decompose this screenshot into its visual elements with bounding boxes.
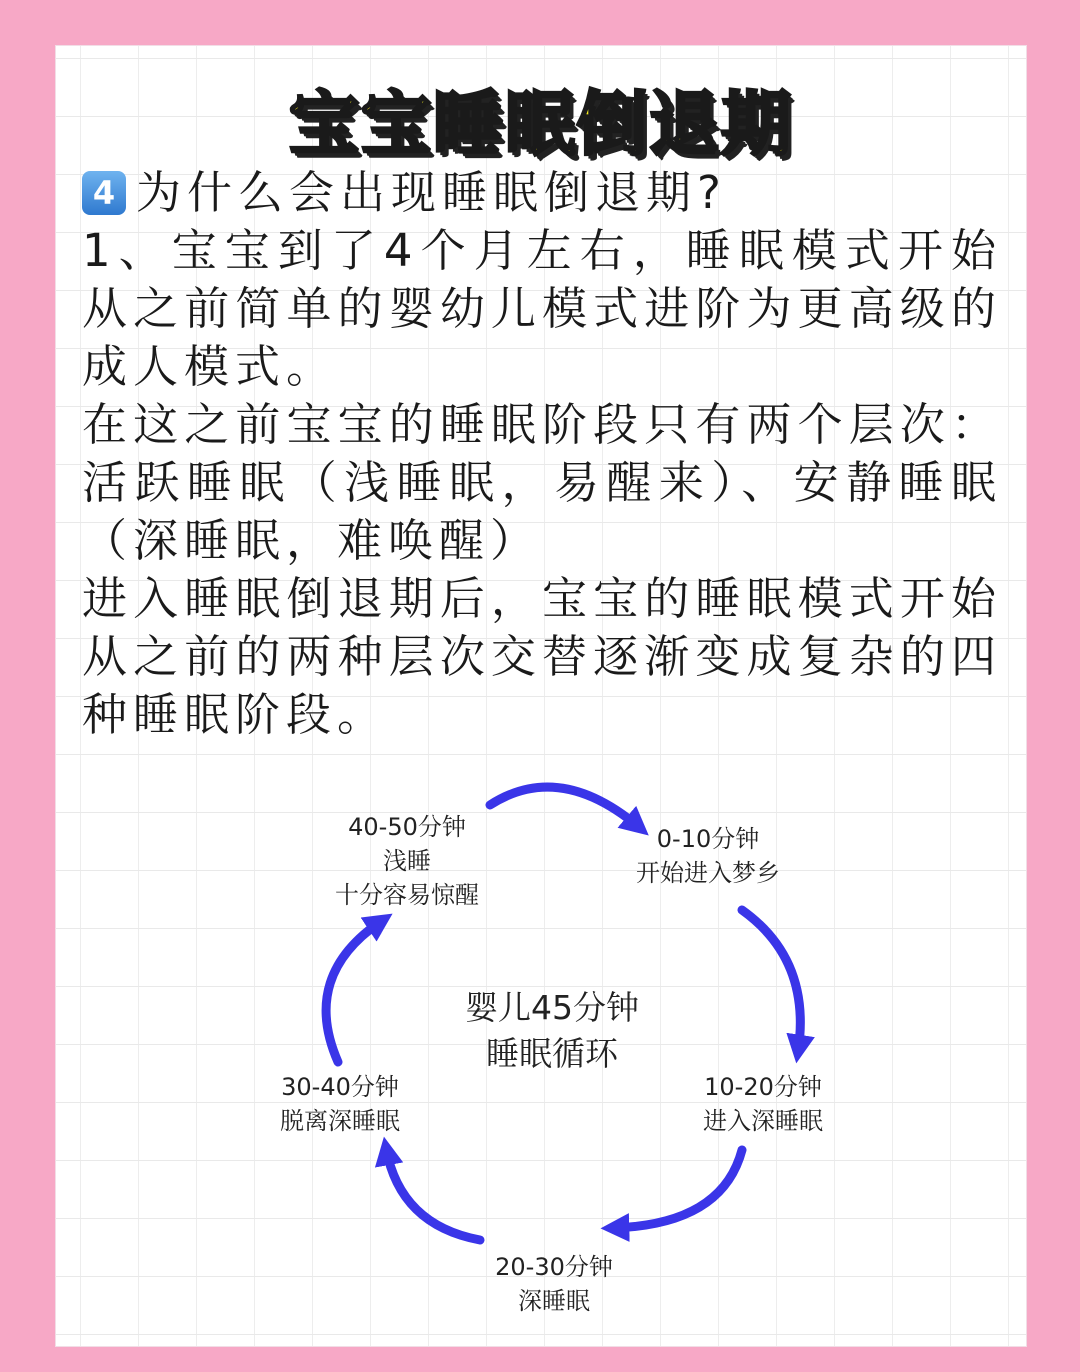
stage-20-30: 20-30分钟 深睡眠 [495, 1253, 613, 1315]
stage-10-20: 10-20分钟 进入深睡眠 [703, 1073, 823, 1135]
page-title: 宝宝睡眠倒退期 [289, 83, 793, 165]
stage-0-10: 0-10分钟 开始进入梦乡 [636, 825, 780, 887]
arrow-top [490, 787, 640, 828]
stage-40-50: 40-50分钟 浅睡 十分容易惊醒 [335, 813, 479, 909]
paragraph-2: 在这之前宝宝的睡眠阶段只有两个层次：活跃睡眠（浅睡眠，易醒来）、安静睡眠（深睡眠，难唤醒） [82, 398, 1002, 567]
paragraph-1: 1、宝宝到了4个月左右，睡眠模式开始从之前简单的婴幼儿模式进阶为更高级的成人模式。 [82, 224, 1002, 393]
arrow-right [742, 910, 800, 1052]
number-badge-icon: 4 [82, 171, 126, 215]
question-text: 为什么会出现睡眠倒退期? [136, 166, 727, 219]
arrow-left [326, 920, 383, 1062]
paragraph-3: 进入睡眠倒退期后，宝宝的睡眠模式开始从之前的两种层次交替逐渐变成复杂的四种睡眠阶段。 [82, 572, 1002, 741]
arrow-bottom-left [386, 1148, 480, 1240]
cycle-center-label: 婴儿45分钟 睡眠循环 [465, 988, 639, 1073]
arrow-bottom-right [612, 1150, 742, 1228]
stage-30-40: 30-40分钟 脱离深睡眠 [280, 1073, 400, 1135]
